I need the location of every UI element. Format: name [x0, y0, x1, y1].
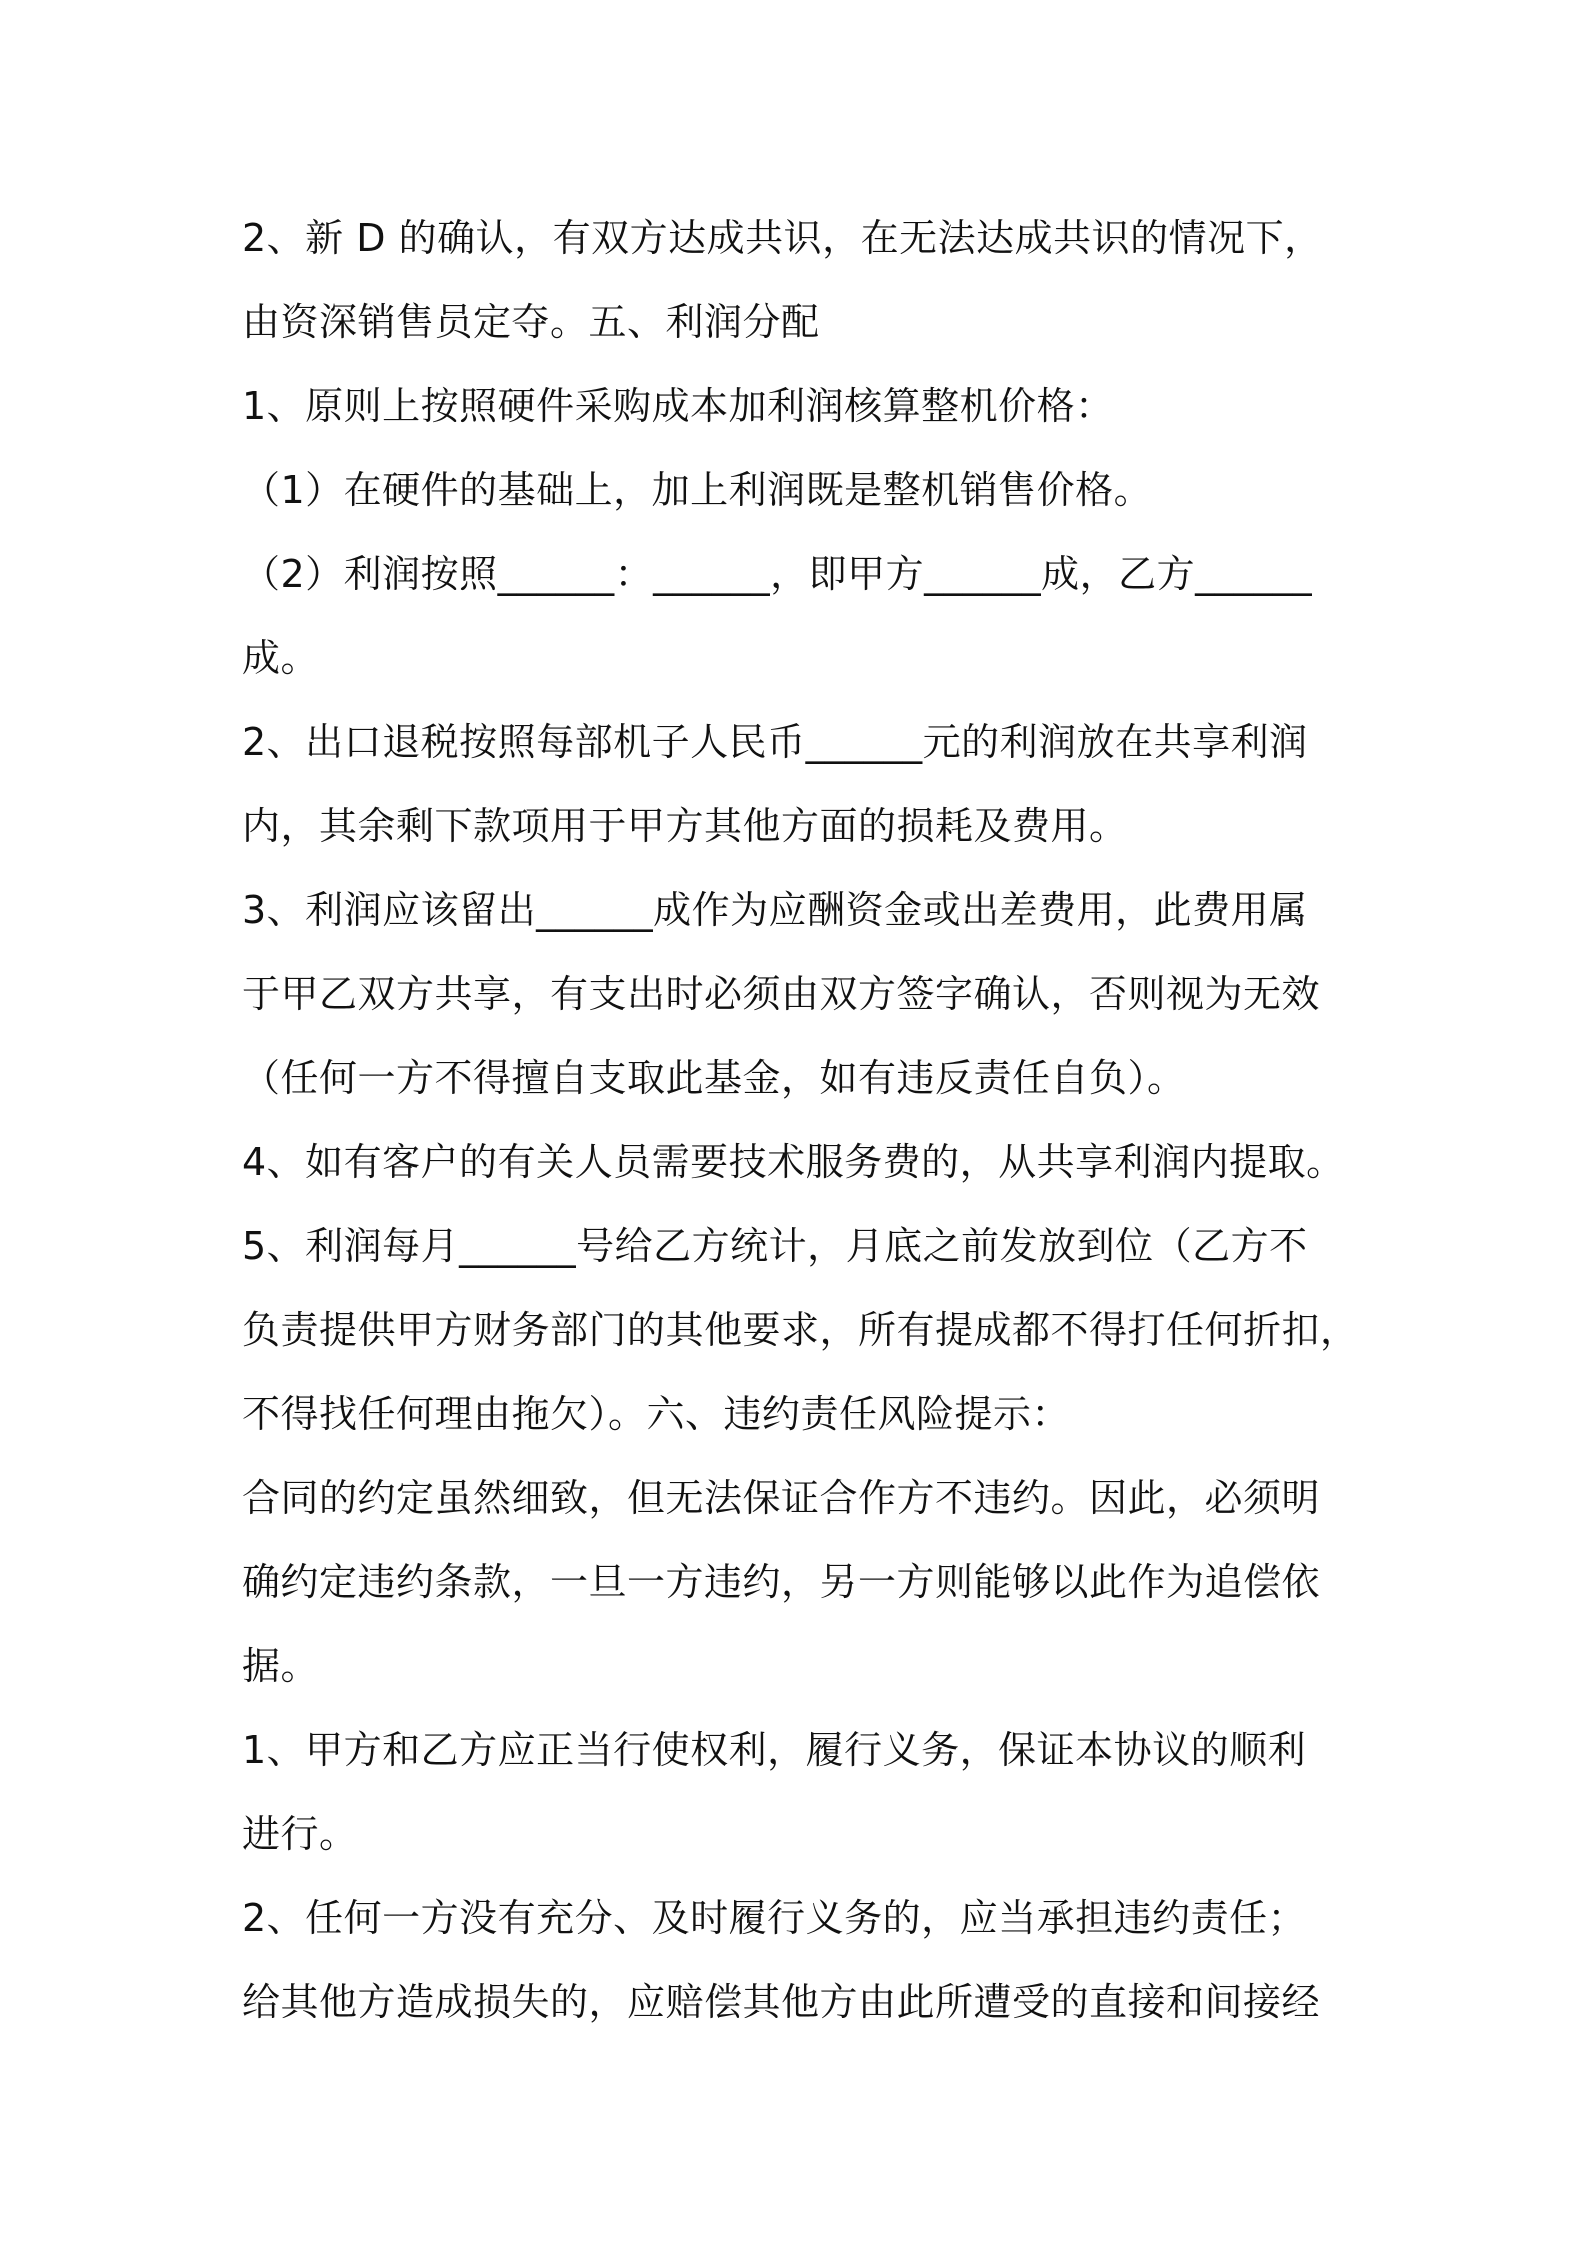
text-line: （任何一方不得擅自支取此基金，如有违反责任自负）。 — [242, 1056, 1186, 1100]
text-line: 进行。 — [242, 1812, 358, 1856]
text-line: 1、原则上按照硬件采购成本加利润核算整机价格： — [242, 384, 1114, 428]
text-line: 2、出口退税按照每部机子人民币______元的利润放在共享利润 — [242, 720, 1308, 764]
text-line: 2、新 D 的确认，有双方达成共识，在无法达成共识的情况下， — [242, 216, 1323, 260]
text-line: 4、如有客户的有关人员需要技术服务费的，从共享利润内提取。 — [242, 1140, 1345, 1184]
text-line: （1）在硬件的基础上，加上利润既是整机销售价格。 — [242, 468, 1153, 512]
text-line: 合同的约定虽然细致，但无法保证合作方不违约。因此，必须明 — [242, 1476, 1321, 1520]
text-line: 给其他方造成损失的，应赔偿其他方由此所遭受的直接和间接经 — [242, 1980, 1321, 2024]
text-line: 2、任何一方没有充分、及时履行义务的，应当承担违约责任； — [242, 1896, 1307, 1940]
document-body — [242, 196, 1382, 2044]
text-line: 负责提供甲方财务部门的其他要求，所有提成都不得打任何折扣， — [242, 1308, 1359, 1352]
text-line: 5、利润每月______号给乙方统计，月底之前发放到位（乙方不 — [242, 1224, 1308, 1268]
text-line: 确约定违约条款，一旦一方违约，另一方则能够以此作为追偿依 — [242, 1560, 1321, 1604]
text-line: 于甲乙双方共享，有支出时必须由双方签字确认，否则视为无效 — [242, 972, 1321, 1016]
text-line: 成。 — [242, 636, 320, 680]
text-line: 不得找任何理由拖欠）。六、违约责任风险提示： — [242, 1392, 1071, 1436]
text-line: 由资深销售员定夺。五、利润分配 — [242, 300, 820, 344]
text-line: （2）利润按照______：______，即甲方______成，乙方______ — [242, 552, 1313, 596]
text-line: 1、甲方和乙方应正当行使权利，履行义务，保证本协议的顺利 — [242, 1728, 1307, 1772]
text-line: 内，其余剩下款项用于甲方其他方面的损耗及费用。 — [242, 804, 1128, 848]
text-line: 3、利润应该留出______成作为应酬资金或出差费用，此费用属 — [242, 888, 1308, 932]
text-line: 据。 — [242, 1644, 320, 1688]
